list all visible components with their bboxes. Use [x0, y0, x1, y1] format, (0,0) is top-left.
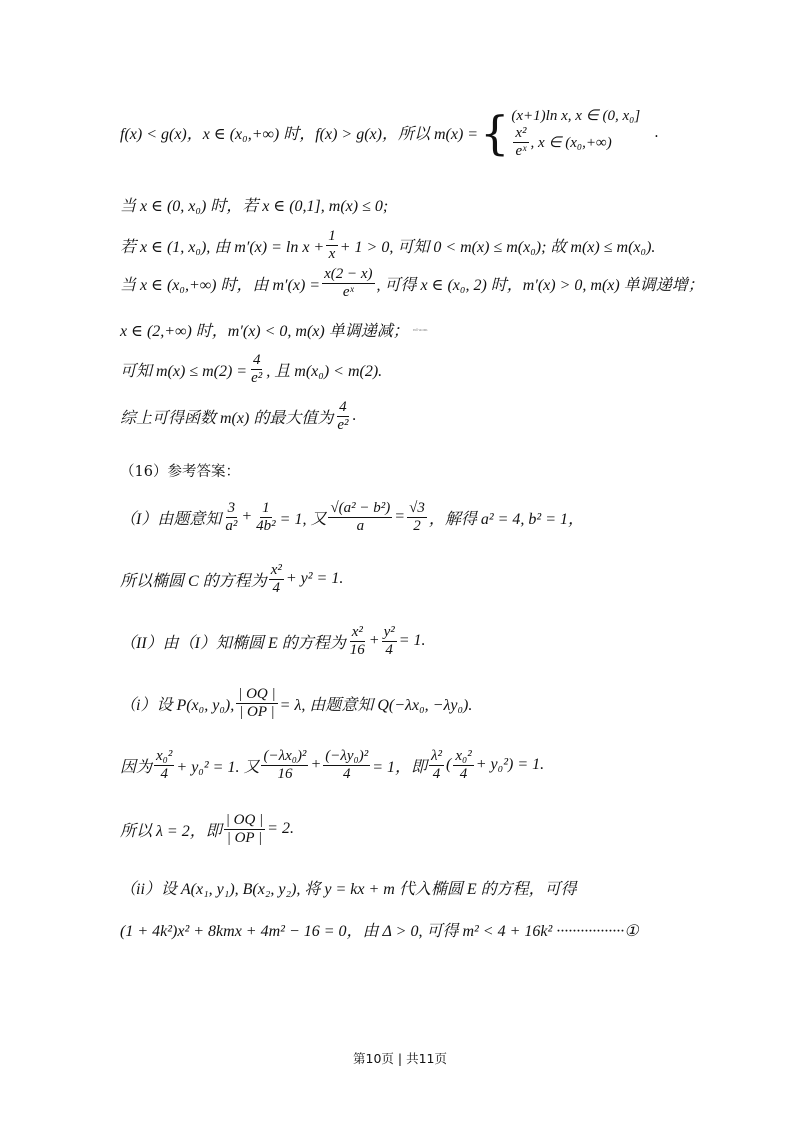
line-12: 因为 $\frac{\text{x₀²}}{4}$ + y₀² = 1. 又 $\frac{\text{(−λx₀)²}}{16}$ + $\frac{\text{(−λy₀)²}}{4}$ = 1，即 $\frac{\text{λ²}}{4}$ ( $\frac{\text{x₀²}}{4}$ + y₀²) = 1.	[120, 748, 545, 782]
text: f(x) < g(x)，x ∈ (x₀,+∞) 时，f(x) > g(x)，所以 m(x) =	[120, 126, 479, 144]
case-1: (x+1)ln x, x ∈ (0, x₀]	[511, 108, 641, 124]
heading-16: （16）参考答案：	[120, 464, 240, 480]
fraction: $\frac{\text{x²}}{\text{eˣ}}$	[515, 125, 527, 159]
line-3: 当 x ∈ (x₀,+∞) 时，由 m′(x) = $\frac{x(2 - x)}{\text{eˣ}}$ , 可得 x ∈ (x₀, 2) 时，m′(x) > 0, m(x) 单调递增；	[120, 266, 704, 300]
line-8: （I）由题意知 $\frac{3}{\text{a²}}$ + $\frac{1}{\text{4b²}}$ = 1, 又 $\frac{\text{√(a² − b²)}}{a}$ = $\frac{√3}{2}$ ，解得 a² = 4, b² = 1，	[120, 500, 585, 534]
line-2: 若 x ∈ (1, x₀), 由 m′(x) = ln x + $\frac{1}{x}$ + 1 > 0, 可知 0 < m(x) ≤ m(x₀); 故 m(x) ≤ m(x₀).	[120, 228, 656, 262]
line-9: 所以椭圆 C 的方程为 $\frac{\text{x²}}{4}$ + y² = 1.	[120, 562, 344, 596]
line-13: 所以 λ = 2，即 $\frac{| OQ |}{| OP |}$ = 2.	[120, 812, 294, 846]
line-15: (1 + 4k²)x² + 8kmx + 4m² − 16 = 0，由 Δ > 0, 可得 m² < 4 + 16k² ·················①	[120, 923, 639, 940]
line-11: （i）设 P(x₀, y₀), $\frac{| OQ |}{| OP |}$ = λ, 由题意知 Q(−λx₀, −λy₀).	[120, 686, 473, 720]
line-piecewise	[120, 106, 659, 160]
watermark: ed-aom	[412, 327, 428, 332]
line-1: 当 x ∈ (0, x₀) 时，若 x ∈ (0,1], m(x) ≤ 0;	[120, 198, 389, 215]
period: .	[654, 124, 659, 141]
line-10: （II）由（I）知椭圆 E 的方程为 $\frac{\text{x²}}{16}$ + $\frac{\text{y²}}{4}$ = 1.	[120, 624, 426, 658]
page-footer: 第10页 | 共11页	[353, 1051, 447, 1066]
case-2: $\frac{\text{x²}}{\text{eˣ}}$ , x ∈ (x₀,+∞)	[515, 125, 612, 159]
line-5: 可知 m(x) ≤ m(2) = $\frac{4}{\text{e²}}$ , 且 m(x₀) < m(2).	[120, 352, 383, 386]
line-4: x ∈ (2,+∞) 时，m′(x) < 0, m(x) 单调递减； ed-aom	[120, 323, 428, 340]
line-14: （ii）设 A(x₁, y₁), B(x₂, y₂), 将 y = kx + m 代入椭圆 E 的方程，可得	[120, 881, 577, 898]
line-6: 综上可得函数 m(x) 的最大值为 $\frac{4}{\text{e²}}$ .	[120, 399, 357, 433]
cases	[511, 106, 640, 160]
left-brace: {	[480, 105, 510, 160]
